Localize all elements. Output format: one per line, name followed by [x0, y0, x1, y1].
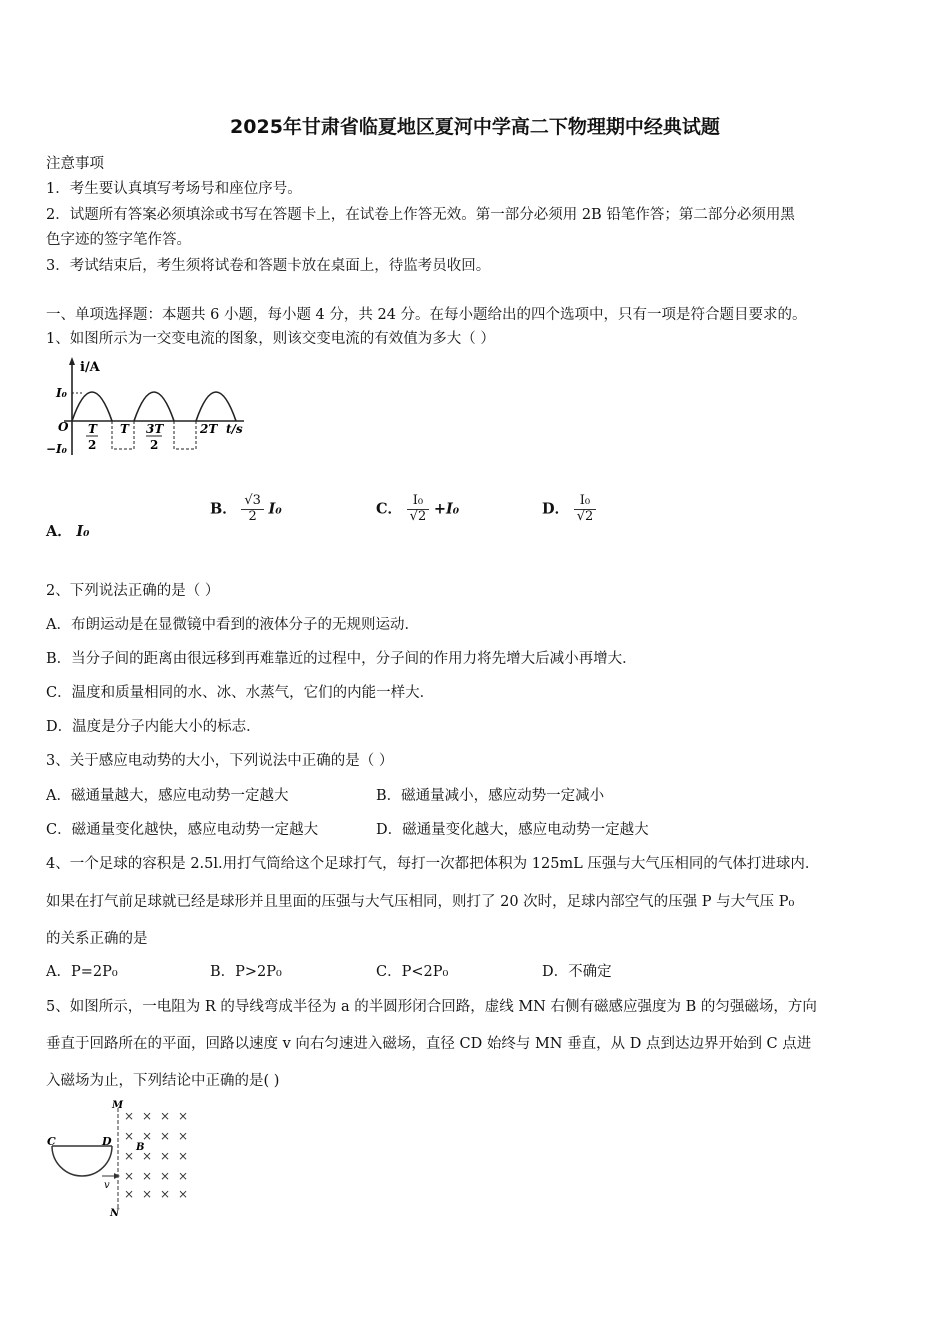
field-cross-icon: × [160, 1187, 171, 1201]
field-cross-icon: × [142, 1109, 153, 1123]
label-m: M [112, 1100, 124, 1111]
wave-negative-2 [174, 421, 196, 449]
q3-option-a[interactable]: A．磁通量越大，感应电动势一定越大 [46, 788, 289, 804]
x-axis-label: t/s [226, 422, 243, 436]
q4-stem-line: 的关系正确的是 [46, 931, 148, 947]
q1-option-b[interactable]: B． $\frac{√3}{2}$ I₀ [210, 493, 282, 524]
q2-option-d[interactable]: D．温度是分子内能大小的标志． [46, 719, 261, 735]
notice-heading: 注意事项 [46, 156, 104, 172]
tick-3t-half-den: 2 [150, 438, 159, 452]
q4-stem-line: 如果在打气前足球就已经是球形并且里面的压强与大气压相同，则打了 20 次时，足球内部空气的压强 P 与大气压 P₀ [46, 894, 795, 910]
field-cross-icon: × [124, 1187, 135, 1201]
field-cross-icon: × [142, 1187, 153, 1201]
field-cross-icon: × [124, 1109, 135, 1123]
wave-positive-2 [134, 392, 174, 421]
q1-option-a[interactable]: A． I₀ [46, 523, 90, 540]
tick-2t-label: 2T [200, 422, 218, 436]
notice-item: 1．考生要认真填写考场号和座位序号。 [46, 181, 302, 197]
label-b: B [136, 1142, 145, 1153]
field-cross-icon: × [178, 1149, 189, 1163]
semicircle-arc [52, 1146, 112, 1176]
q3-option-c[interactable]: C．磁通量变化越快，感应电动势一定越大 [46, 822, 319, 838]
q5-stem-line: 5、如图所示，一电阻为 R 的导线弯成半径为 a 的半圆形闭合回路，虚线 MN 右侧有磁感应强度为 B 的匀强磁场，方向 [46, 999, 817, 1015]
field-cross-icon: × [160, 1109, 171, 1123]
section-heading: 一、单项选择题：本题共 6 小题，每小题 4 分，共 24 分。在每小题给出的四个选项中，只有一项是符合题目要求的。 [46, 307, 807, 323]
q4-stem-line: 4、一个足球的容积是 2.5l.用打气筒给这个足球打气，每打一次都把体积为 125mL 压强与大气压相同的气体打进球内． [46, 856, 820, 872]
label-d: D [102, 1135, 112, 1148]
field-cross-icon: × [142, 1149, 153, 1163]
q5-stem-line: 垂直于回路所在的平面，回路以速度 v 向右匀速进入磁场，直径 CD 始终与 MN 垂直，从 D 点到达边界开始到 C 点进 [46, 1036, 812, 1052]
field-cross-icon: × [160, 1149, 171, 1163]
q4-option-a[interactable]: A．P=2P₀ [46, 964, 118, 980]
q3-option-b[interactable]: B．磁通量减小，感应动势一定减小 [376, 788, 605, 804]
label-c: C [47, 1135, 56, 1148]
label-v: v [104, 1180, 110, 1191]
field-cross-icon: × [124, 1169, 135, 1183]
option-c-fraction: $\frac{\text{I₀}}{√2}$ [407, 494, 430, 525]
field-cross-icon: × [178, 1109, 189, 1123]
velocity-arrow-icon [114, 1173, 120, 1179]
page-title: 2025年甘肃省临夏地区夏河中学高二下物理期中经典试题 [230, 116, 720, 138]
q3-option-d[interactable]: D．磁通量变化越大，感应电动势一定越大 [376, 822, 649, 838]
option-d-fraction: $\frac{\text{I₀}}{√2}$ [574, 494, 597, 525]
field-cross-icon: × [178, 1187, 189, 1201]
field-cross-icon: × [142, 1169, 153, 1183]
field-cross-icon: × [160, 1169, 171, 1183]
q4-option-c[interactable]: C．P<2P₀ [376, 964, 449, 980]
tick-3t-half-num: 3T [146, 422, 164, 436]
q3-stem: 3、关于感应电动势的大小，下列说法中正确的是（ ） [46, 753, 394, 769]
y-axis-arrow-icon [69, 357, 75, 365]
field-cross-icon: × [160, 1129, 171, 1143]
field-cross-icon: × [178, 1169, 189, 1183]
notice-item: 色字迹的签字笔作答。 [46, 232, 191, 248]
q2-option-b[interactable]: B．当分子间的距离由很远移到再难靠近的过程中，分子间的作用力将先增大后减小再增大． [46, 651, 637, 667]
q1-option-c[interactable]: C． $\frac{\text{I₀}}{√2}$ +I₀ [376, 493, 460, 524]
field-cross-icon: × [124, 1129, 135, 1143]
field-cross-icon: × [142, 1129, 153, 1143]
q4-option-d[interactable]: D．不确定 [542, 964, 612, 980]
field-cross-icon: × [124, 1149, 135, 1163]
q2-stem: 2、下列说法正确的是（ ） [46, 583, 220, 599]
label-n: N [110, 1208, 120, 1219]
notice-item: 2．试题所有答案必须填涂或书写在答题卡上，在试卷上作答无效。第一部分必须用 2B 铅笔作答；第二部分必须用黑 [46, 207, 795, 223]
tick-t-half-num: T [88, 422, 97, 436]
q2-option-c[interactable]: C．温度和质量相同的水、冰、水蒸气，它们的内能一样大． [46, 685, 435, 701]
notice-item: 3．考试结束后，考生须将试卷和答题卡放在桌面上，待监考员收回。 [46, 258, 491, 274]
q2-option-a[interactable]: A．布朗运动是在显微镜中看到的液体分子的无规则运动． [46, 617, 419, 633]
ac-current-graph [44, 355, 254, 465]
q1-option-d[interactable]: D． $\frac{\text{I₀}}{√2}$ [542, 494, 596, 525]
neg-i0-label: −I₀ [46, 442, 67, 456]
semicircle-magnetic-field-figure [44, 1098, 204, 1220]
field-cross-icon: × [178, 1129, 189, 1143]
option-b-fraction: $\frac{√3}{2}$ [241, 494, 264, 525]
wave-positive-1 [72, 392, 112, 421]
q5-stem-line: 入磁场为止，下列结论中正确的是( ) [46, 1073, 280, 1089]
q1-stem: 1、如图所示为一交变电流的图象，则该交变电流的有效值为多大（ ） [46, 331, 495, 347]
magnetic-field-crosses [124, 1109, 188, 1201]
tick-t-label: T [120, 422, 129, 436]
i0-label: I₀ [56, 386, 67, 400]
tick-t-half-den: 2 [88, 438, 97, 452]
origin-label: O [58, 420, 69, 434]
wave-positive-3 [196, 392, 236, 421]
q4-option-b[interactable]: B．P>2P₀ [210, 964, 282, 980]
y-axis-label: i/A [80, 360, 100, 375]
